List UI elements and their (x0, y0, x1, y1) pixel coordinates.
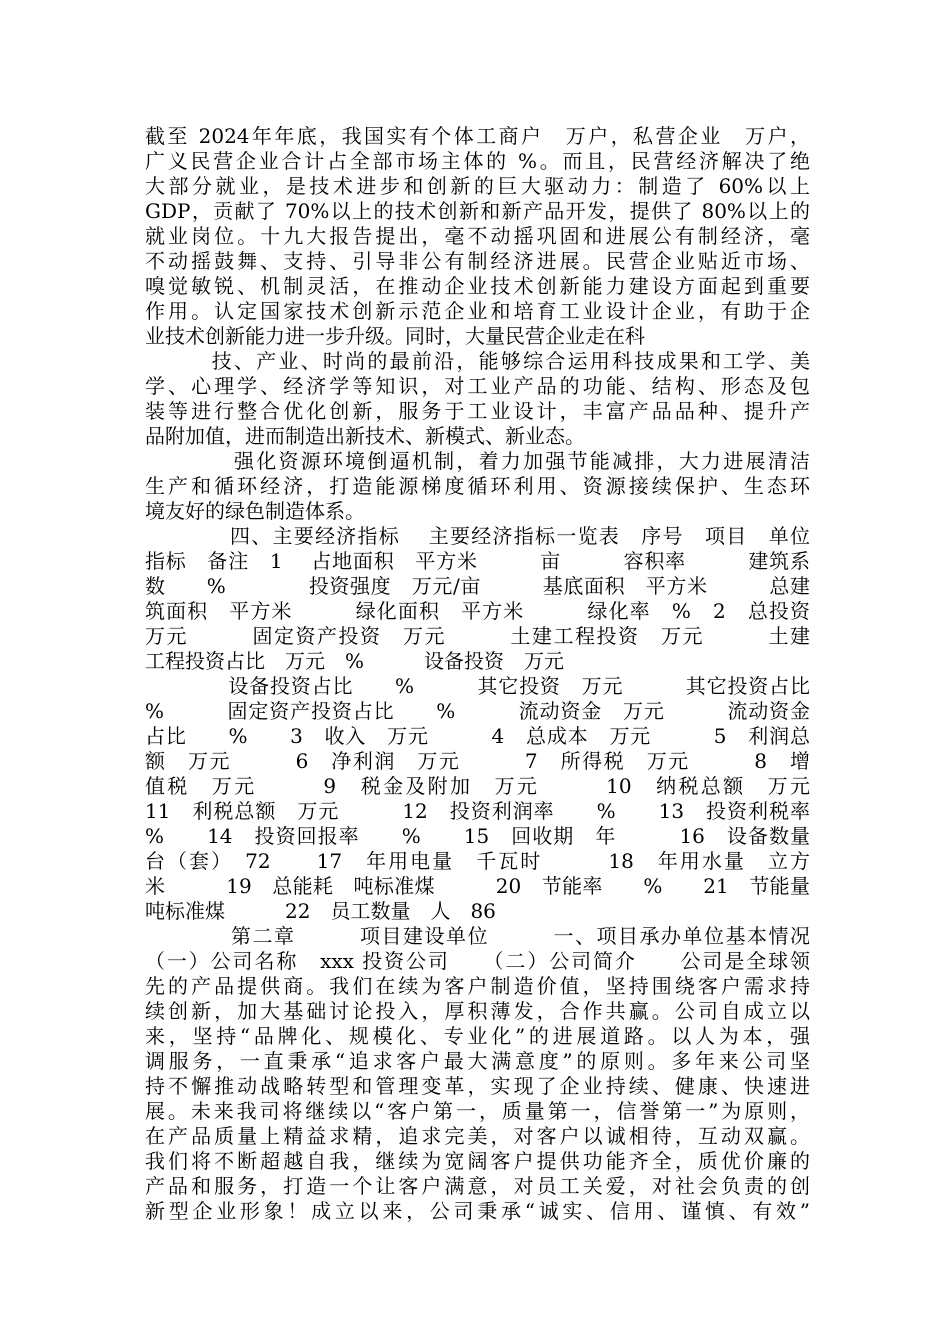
text-line: 我们将不断超越自我，继续为宽阔客户提供功能齐全，质优价廉的 (145, 1149, 810, 1173)
text-line: GDP，贡献了 70%以上的技术创新和新产品开发，提供了 80%以上的 (145, 199, 810, 223)
text-line: 境友好的绿色制造体系。 (145, 499, 365, 523)
text-line: 台（套） 72 17 年用电量 千瓦时 18 年用水量 立方 (145, 849, 810, 873)
text-line: 调服务，一直秉承“追求客户最大满意度”的原则。多年来公司坚 (145, 1049, 810, 1073)
text-line: 装等进行整合优化创新，服务于工业设计，丰富产品品种、提升产 (145, 399, 810, 423)
text-line: 占比 % 3 收入 万元 4 总成本 万元 5 利润总 (145, 724, 810, 748)
text-line: 持不懈推动战略转型和管理变革，实现了企业持续、健康、快速进 (145, 1074, 810, 1098)
text-line: 在产品质量上精益求精，追求完美，对客户以诚相待，互动双赢。 (145, 1124, 810, 1148)
text-line: 四、主要经济指标 主要经济指标一览表 序号 项目 单位 (145, 524, 810, 548)
text-line: 大部分就业，是技术进步和创新的巨大驱动力：制造了 60%以上 (145, 174, 810, 198)
text-line: 指标 备注 1 占地面积 平方米 亩 容积率 建筑系 (145, 549, 810, 573)
text-line: 不动摇鼓舞、支持、引导非公有制经济进展。民营企业贴近市场、 (145, 249, 810, 273)
text-line: 11 利税总额 万元 12 投资利润率 % 13 投资利税率 (145, 799, 810, 823)
text-line: 数 % 投资强度 万元/亩 基底面积 平方米 总建 (145, 574, 810, 598)
text-line: 品附加值，进而制造出新技术、新模式、新业态。 (145, 424, 585, 448)
text-line: 产品和服务，打造一个让客户满意，对员工关爱，对社会负责的创 (145, 1174, 810, 1198)
text-line: 工程投资占比 万元 % 设备投资 万元 (145, 649, 565, 673)
text-line: 生产和循环经济，打造能源梯度循环利用、资源接续保护、生态环 (145, 474, 810, 498)
text-line: 嗅觉敏锐、机制灵活，在推动企业技术创新能力建设方面起到重要 (145, 274, 810, 298)
text-line: （一）公司名称 xxx 投资公司 （二）公司简介 公司是全球领 (145, 949, 810, 973)
text-line: 广义民营企业合计占全部市场主体的 %。而且，民营经济解决了绝 (145, 149, 810, 173)
text-line: 业技术创新能力进一步升级。同时，大量民营企业走在科 (145, 324, 645, 348)
text-line: 筑面积 平方米 绿化面积 平方米 绿化率 % 2 总投资 (145, 599, 810, 623)
text-line: % 14 投资回报率 % 15 回收期 年 16 设备数量 (145, 824, 810, 848)
text-line: 值税 万元 9 税金及附加 万元 10 纳税总额 万元 (145, 774, 810, 798)
text-line: 吨标准煤 22 员工数量 人 86 (145, 899, 496, 923)
text-line: 作用。认定国家技术创新示范企业和培育工业设计企业，有助于企 (145, 299, 810, 323)
text-line: 截至 2024年年底，我国实有个体工商户 万户，私营企业 万户， (145, 124, 810, 148)
document-body (145, 124, 810, 1224)
text-line: 学、心理学、经济学等知识，对工业产品的功能、结构、形态及包 (145, 374, 810, 398)
text-line: 米 19 总能耗 吨标准煤 20 节能率 % 21 节能量 (145, 874, 810, 898)
text-line: 先的产品提供商。我们在续为客户制造价值，坚持围绕客户需求持 (145, 974, 810, 998)
text-line: 设备投资占比 % 其它投资 万元 其它投资占比 (145, 674, 810, 698)
text-line: 续创新，加大基础讨论投入，厚积薄发，合作共赢。公司自成立以 (145, 999, 810, 1023)
text-line: 强化资源环境倒逼机制，着力加强节能减排，大力进展清洁 (145, 449, 810, 473)
text-line: % 固定资产投资占比 % 流动资金 万元 流动资金 (145, 699, 810, 723)
text-line: 万元 固定资产投资 万元 土建工程投资 万元 土建 (145, 624, 810, 648)
text-line: 就业岗位。十九大报告提出，毫不动摇巩固和进展公有制经济，毫 (145, 224, 810, 248)
text-line: 展。未来我司将继续以“客户第一，质量第一，信誉第一”为原则， (145, 1099, 810, 1123)
text-line: 额 万元 6 净利润 万元 7 所得税 万元 8 增 (145, 749, 810, 773)
text-line: 第二章 项目建设单位 一、项目承办单位基本情况 (145, 924, 810, 948)
text-line: 来，坚持“品牌化、规模化、专业化”的进展道路。以人为本，强 (145, 1024, 810, 1048)
text-line: 技、产业、时尚的最前沿，能够综合运用科技成果和工学、美 (145, 349, 810, 373)
text-line: 新型企业形象！成立以来，公司秉承“诚实、信用、谨慎、有效” (145, 1199, 810, 1223)
